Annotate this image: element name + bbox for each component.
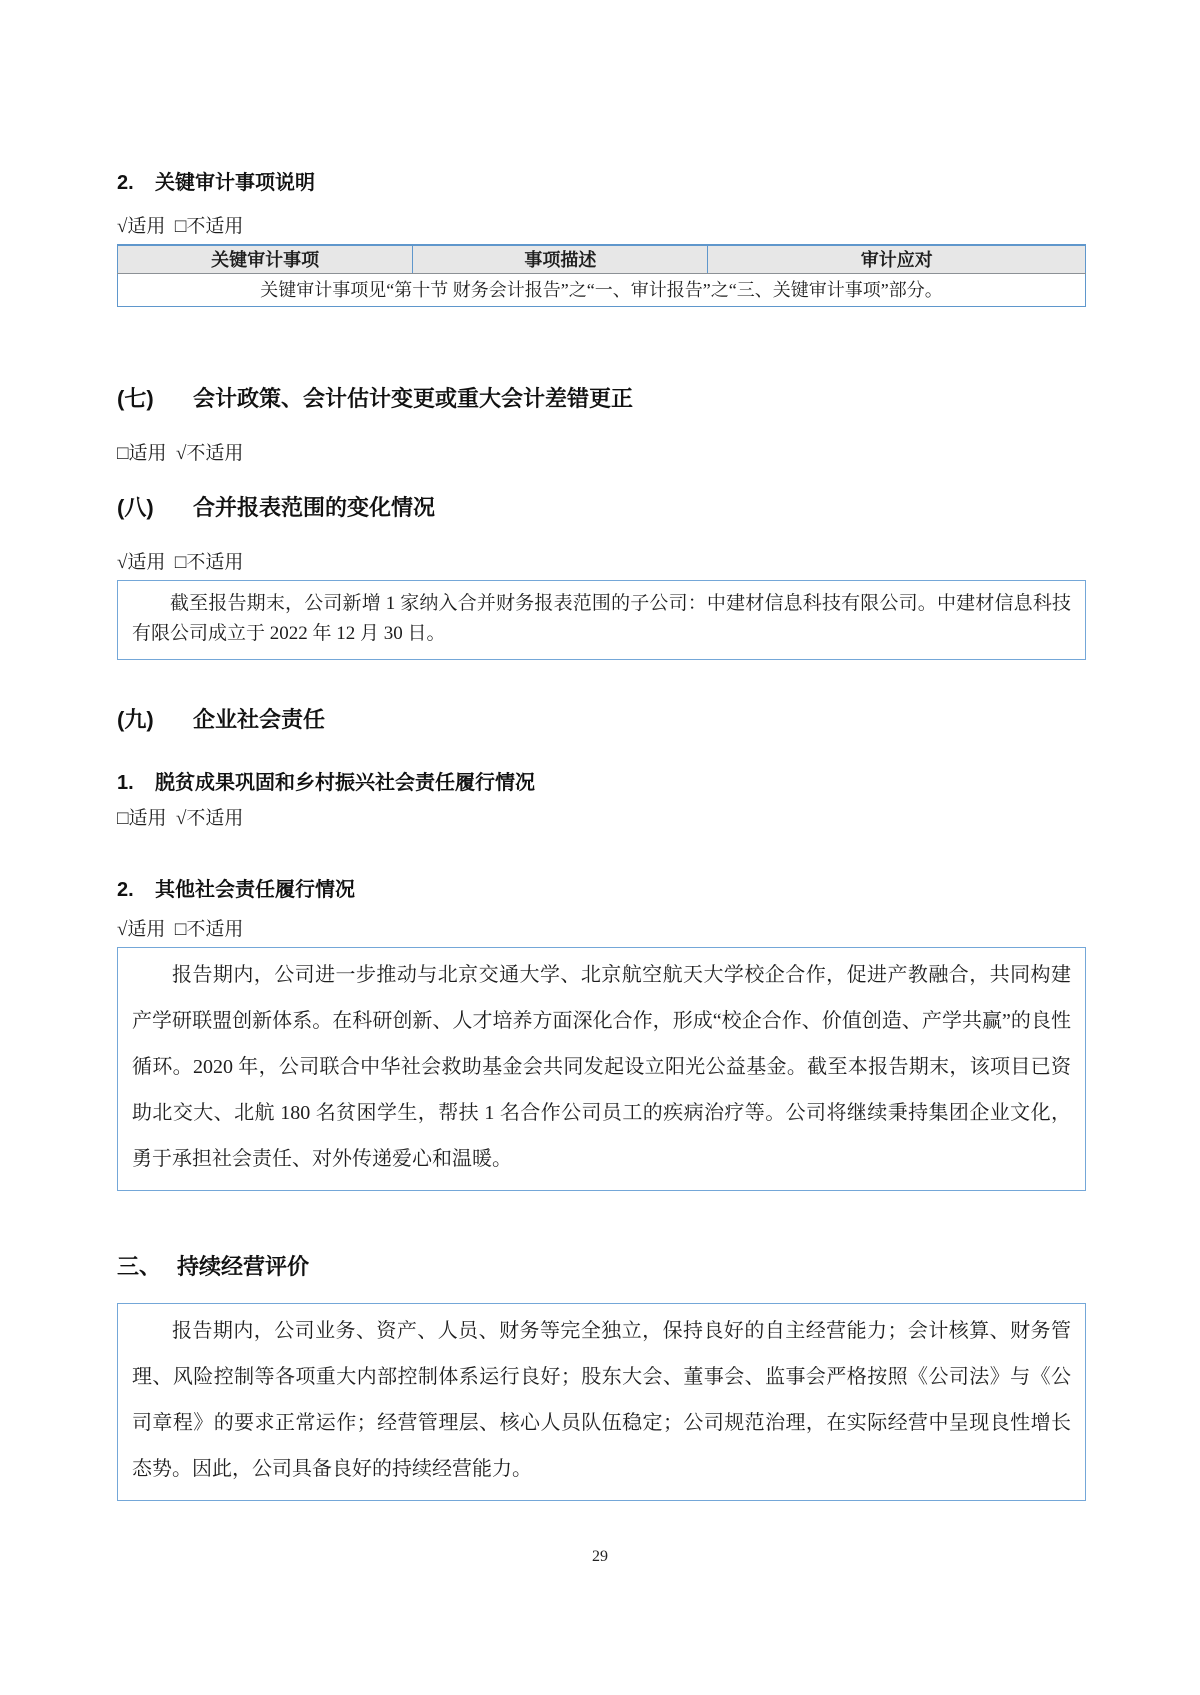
going-concern-text-box: 报告期内，公司业务、资产、人员、财务等完全独立，保持良好的自主经营能力；会计核算、财务管理、风险控制等各项重大内部控制体系运行良好；股东大会、董事会、监事会严格按照《公司法》与《公司章程》的要求正常运作；经营管理层、核心人员队伍稳定；公司规范治理，在实际经营中呈现良性增长态势。因此，公司具备良好的持续经营能力。 (117, 1303, 1086, 1501)
table-cell-reference: 关键审计事项见“第十节 财务会计报告”之“一、审计报告”之“三、关键审计事项”部分。 (260, 279, 943, 300)
key-audit-matters-table (117, 244, 1086, 307)
heading-section-8 (117, 494, 1086, 522)
page-content (117, 0, 1086, 1501)
heading-title: 持续经营评价 (177, 1253, 310, 1279)
heading-title: 会计政策、会计估计变更或重大会计差错更正 (193, 385, 634, 411)
applicability-line: √适用 □不适用 (117, 216, 244, 237)
table-header-key-audit-matter: 关键审计事项 (118, 245, 413, 273)
table-header-row (118, 245, 1086, 273)
heading-title: 合并报表范围的变化情况 (193, 494, 436, 520)
applicability-line: □适用 √不适用 (117, 807, 244, 829)
heading-number: 2. (117, 172, 134, 194)
table-row (118, 273, 1086, 306)
applicability-line: √适用 □不适用 (117, 551, 244, 573)
heading-title: 脱贫成果巩固和乡村振兴社会责任履行情况 (155, 771, 535, 794)
consolidation-scope-text-box: 截至报告期末，公司新增 1 家纳入合并财务报表范围的子公司：中建材信息科技有限公司。中建材信息科技有限公司成立于 2022 年 12 月 30 日。 (117, 580, 1086, 660)
heading-number: 2. (117, 878, 134, 901)
social-responsibility-text-box: 报告期内，公司进一步推动与北京交通大学、北京航空航天大学校企合作，促进产教融合，共同构建产学研联盟创新体系。在科研创新、人才培养方面深化合作，形成“校企合作、价值创造、产学共赢”的良性循环。2020 年，公司联合中华社会救助基金会共同发起设立阳光公益基金。截至本报告期末，该项目已资助北交大、北航 180 名贫困学生，帮扶 1 名合作公司员工的疾病治疗等。公司将继续秉持集团企业文化，勇于承担社会责任、对外传递爱心和温暖。 (117, 947, 1086, 1191)
heading-subsection-1 (117, 770, 1086, 796)
applicability-line: □适用 √不适用 (117, 442, 244, 464)
heading-title: 关键审计事项说明 (155, 172, 315, 194)
applicability-line: √适用 □不适用 (117, 918, 244, 940)
heading-number: 三、 (117, 1253, 162, 1279)
table-header-audit-response: 审计应对 (708, 245, 1086, 273)
heading-number: (八) (117, 494, 154, 520)
heading-number: 1. (117, 771, 134, 794)
heading-key-audit-matters (117, 170, 1086, 196)
heading-number: (九) (117, 706, 154, 732)
heading-section-9 (117, 706, 1086, 734)
page-number: 29 (592, 1548, 608, 1565)
heading-subsection-2 (117, 877, 1086, 903)
heading-going-concern (117, 1253, 1086, 1281)
heading-title: 企业社会责任 (193, 706, 326, 732)
heading-number: (七) (117, 385, 154, 411)
table-header-matter-description: 事项描述 (413, 245, 708, 273)
heading-section-7 (117, 385, 1086, 413)
heading-title: 其他社会责任履行情况 (155, 878, 355, 901)
